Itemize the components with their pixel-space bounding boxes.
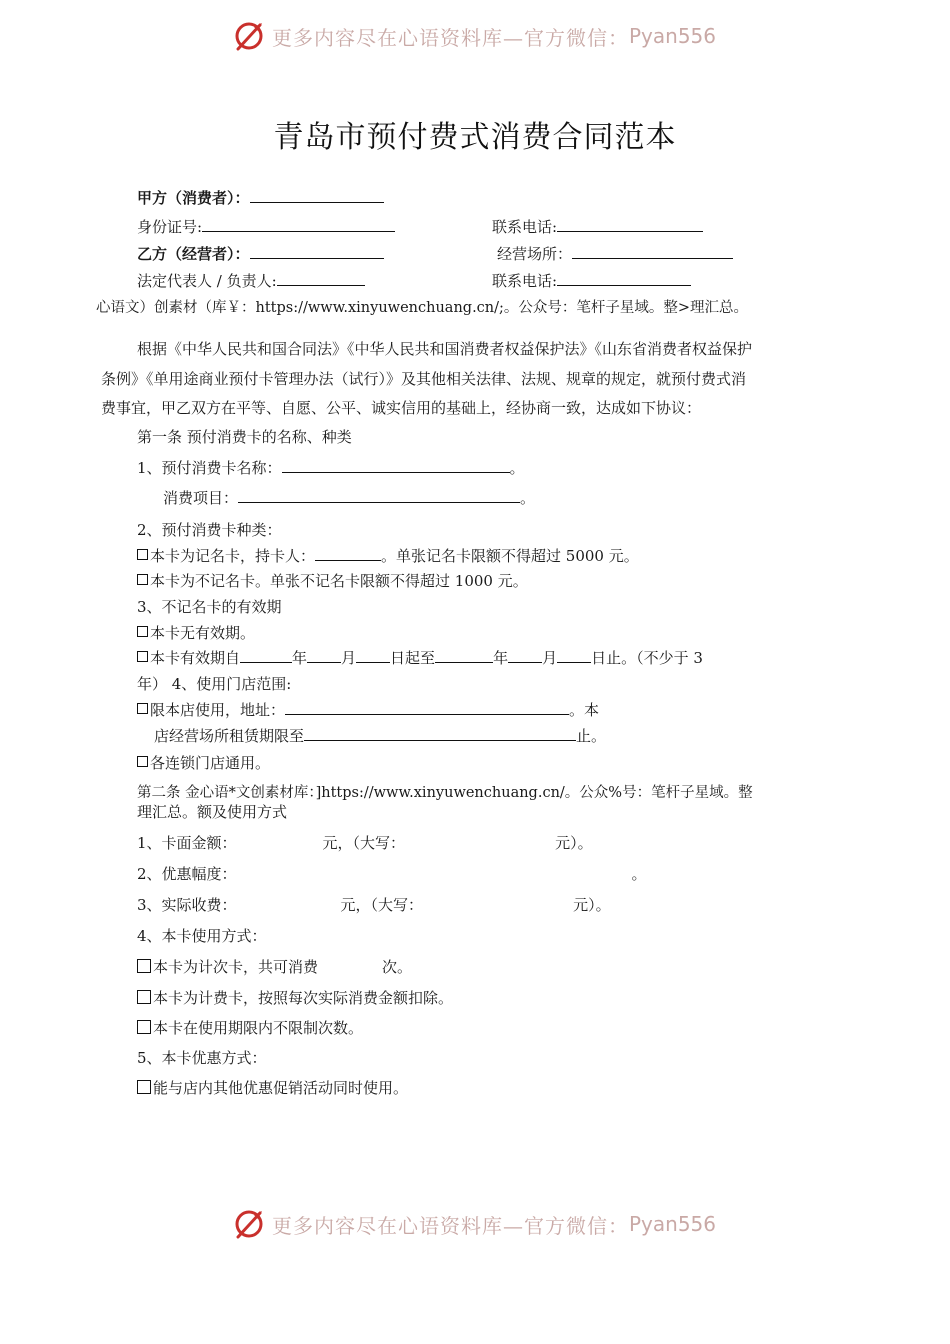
place-line xyxy=(497,243,733,264)
actual-fee-close: 元）。 xyxy=(573,896,611,914)
phone-a-line xyxy=(492,216,703,237)
article2-heading-1: 第二条 金心语*文创素材库：]https://www.xinyuwenchuang.cn/。公众%号：笔杆子星域。整 xyxy=(137,785,753,801)
phone-b-label: 联系电话: xyxy=(492,272,558,290)
watermark-bottom xyxy=(232,1206,716,1242)
expiry-checkbox[interactable] xyxy=(137,651,148,662)
fee-card-line xyxy=(137,987,453,1008)
no-expiry-line xyxy=(137,622,255,643)
single-store-line xyxy=(137,699,599,720)
place-label: 经营场所： xyxy=(497,245,573,263)
chain-label: 各连锁门店通用。 xyxy=(150,754,271,772)
named-card-line xyxy=(137,545,639,566)
unlimited-line xyxy=(137,1017,363,1038)
expiry-month-from-blank xyxy=(307,647,341,663)
unlimited-label: 本卡在使用期限内不限制次数。 xyxy=(153,1019,364,1037)
card-name-label: 1、预付消费卡名称： xyxy=(137,459,282,477)
legal-rep-line xyxy=(137,270,365,291)
expiry-year-from-blank xyxy=(240,647,292,663)
count-card-times: 次。 xyxy=(382,958,413,976)
face-value-close: 元）。 xyxy=(555,834,593,852)
expiry-day-to-blank xyxy=(557,647,591,663)
legal-rep-blank xyxy=(277,270,365,286)
expiry-line xyxy=(137,647,703,668)
article2-heading-2: 理汇总。额及使用方式 xyxy=(137,803,288,821)
phone-b-line xyxy=(492,270,691,291)
card-name-line xyxy=(137,457,525,478)
promo-combine-label: 能与店内其他优惠促销活动同时使用。 xyxy=(153,1079,409,1097)
single-store-label: 限本店使用，地址： xyxy=(150,701,286,719)
single-store-checkbox[interactable] xyxy=(137,703,148,714)
promo-heading: 5、本卡优惠方式： xyxy=(137,1049,267,1067)
expiry-day-from: 日起至 xyxy=(390,649,436,667)
face-value-line xyxy=(137,832,593,853)
watermark-text: 更多内容尽在心语资料库—官方微信： xyxy=(272,25,629,50)
lease-blank xyxy=(304,725,576,741)
expiry-day-from-blank xyxy=(356,647,390,663)
unnamed-card-line xyxy=(137,570,528,591)
party-b-label: 乙方（经营者）： xyxy=(137,245,250,263)
named-card-label: 本卡为记名卡，持卡人： xyxy=(150,547,316,565)
actual-fee-line xyxy=(137,894,611,915)
legal-rep-label: 法定代表人 / 负责人: xyxy=(137,272,277,290)
consume-item-period: 。 xyxy=(520,489,536,507)
discount-label: 2、优惠幅度： xyxy=(137,865,237,883)
discount-line xyxy=(137,863,647,884)
chain-line xyxy=(137,752,270,773)
expiry-day-to: 日止。（不少于 3 xyxy=(591,649,703,667)
store-address-blank xyxy=(285,699,569,715)
page-title: 青岛市预付费式消费合同范本 xyxy=(273,120,677,155)
actual-fee-caps-label: 元，（大写： xyxy=(340,896,424,914)
lease-label: 店经营场所租赁期限至 xyxy=(154,727,305,745)
chain-checkbox[interactable] xyxy=(137,756,148,767)
card-name-period: 。 xyxy=(509,459,525,477)
cardholder-blank xyxy=(315,545,381,561)
card-name-blank xyxy=(282,457,510,473)
no-expiry-label: 本卡无有效期。 xyxy=(150,624,256,642)
promo-combine-checkbox[interactable] xyxy=(137,1080,151,1094)
no-expiry-checkbox[interactable] xyxy=(137,626,148,637)
consume-item-blank xyxy=(238,487,520,503)
party-a-blank xyxy=(250,187,384,203)
watermark-text: 更多内容尽在心语资料库—官方微信： xyxy=(272,1213,629,1238)
intro-line-1: 根据《中华人民共和国合同法》《中华人民共和国消费者权益保护法》《山东省消费者权益保护 xyxy=(137,340,753,358)
scope-heading: 年） 4、使用门店范围: xyxy=(137,675,292,693)
fee-card-label: 本卡为计费卡，按照每次实际消费金额扣除。 xyxy=(153,989,454,1007)
card-type-heading: 2、预付消费卡种类： xyxy=(137,521,282,539)
face-value-caps-label: 元，（大写： xyxy=(322,834,406,852)
expiry-month-to-blank xyxy=(508,647,542,663)
intro-line-3: 费事宜，甲乙双方在平等、自愿、公平、诚实信用的基础上，经协商一致，达成如下协议： xyxy=(101,399,702,417)
watermark-id: Pyan556 xyxy=(629,1212,717,1236)
unlimited-checkbox[interactable] xyxy=(137,1020,151,1034)
expiry-month-to: 月 xyxy=(542,649,558,667)
expiry-year-from: 年 xyxy=(292,649,308,667)
id-no-blank xyxy=(202,216,395,232)
named-card-checkbox[interactable] xyxy=(137,549,148,560)
party-b-blank xyxy=(250,243,384,259)
id-no-line xyxy=(137,216,395,237)
actual-fee-label: 3、实际收费： xyxy=(137,896,237,914)
validity-heading: 3、不记名卡的有效期 xyxy=(137,598,282,616)
unnamed-card-label: 本卡为不记名卡。单张不记名卡限额不得超过 1000 元。 xyxy=(150,572,528,590)
phone-a-label: 联系电话: xyxy=(492,218,558,236)
consume-item-line xyxy=(163,487,535,508)
expiry-year-to: 年 xyxy=(493,649,509,667)
face-value-label: 1、卡面金额： xyxy=(137,834,237,852)
usage-heading: 4、本卡使用方式： xyxy=(137,927,267,945)
expiry-year-to-blank xyxy=(435,647,493,663)
unnamed-card-checkbox[interactable] xyxy=(137,574,148,585)
party-b-line xyxy=(137,243,384,264)
ad-line-1: 心语文）创素材（库￥：https://www.xinyuwenchuang.cn/;。公众号：笔杆子星域。整>理汇总。 xyxy=(96,300,749,316)
count-card-label: 本卡为计次卡，共可消费 xyxy=(153,958,319,976)
party-a-label: 甲方（消费者）： xyxy=(137,189,250,207)
party-a-line xyxy=(137,187,384,208)
intro-line-2: 条例》《单用途商业预付卡管理办法（试行）》及其他相关法律、法规、规章的规定，就预付费式消 xyxy=(101,370,747,388)
expiry-from-label: 本卡有效期自 xyxy=(150,649,241,667)
named-card-limit: 。单张记名卡限额不得超过 5000 元。 xyxy=(381,547,639,565)
consume-item-label: 消费项目： xyxy=(163,489,239,507)
count-card-line xyxy=(137,956,412,977)
count-card-checkbox[interactable] xyxy=(137,959,151,973)
expiry-month-from: 月 xyxy=(341,649,357,667)
pen-logo-icon xyxy=(232,19,266,53)
watermark-top xyxy=(232,18,716,54)
phone-a-blank xyxy=(557,216,703,232)
discount-end: 。 xyxy=(631,865,647,883)
article1-heading: 第一条 预付消费卡的名称、种类 xyxy=(137,428,352,446)
watermark-id: Pyan556 xyxy=(629,24,717,48)
place-blank xyxy=(572,243,733,259)
lease-end: 止。 xyxy=(576,727,607,745)
fee-card-checkbox[interactable] xyxy=(137,990,151,1004)
single-store-end: 。本 xyxy=(569,701,600,719)
promo-combine-line xyxy=(137,1077,408,1098)
id-no-label: 身份证号: xyxy=(137,218,203,236)
lease-line xyxy=(154,725,606,746)
phone-b-blank xyxy=(557,270,691,286)
pen-logo-icon xyxy=(232,1207,266,1241)
